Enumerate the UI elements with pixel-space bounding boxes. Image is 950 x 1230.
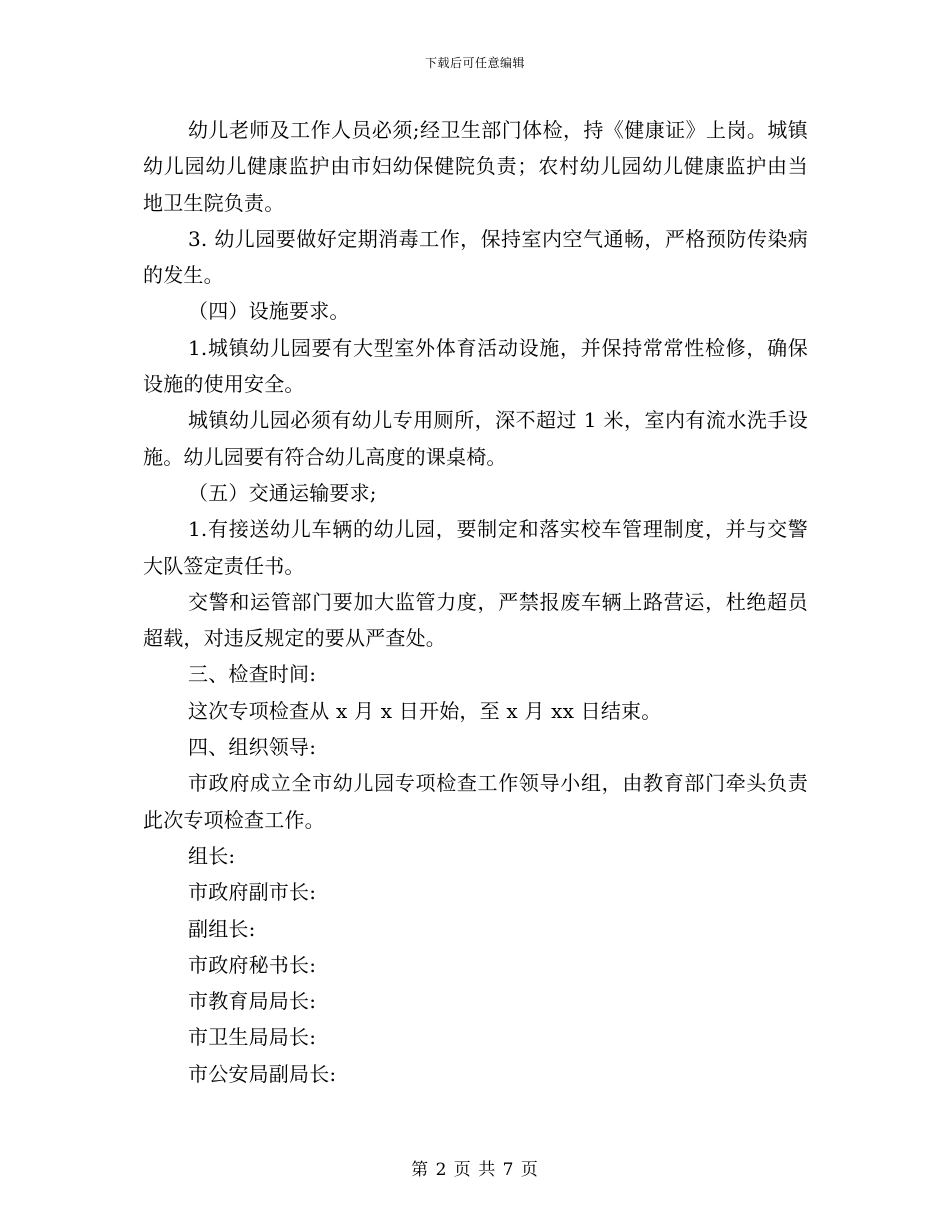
paragraph-inspection-period: 这次专项检查从 x 月 x 日开始，至 x 月 xx 日结束。 (188, 698, 662, 723)
paragraph-traffic-supervision: 交警和运管部门要加大监管力度，严禁报废车辆上路营运，杜绝超员超载，对违反规定的要从严查处。 (143, 589, 808, 651)
paragraph-health-staff: 幼儿老师及工作人员必须;经卫生部门体检，持《健康证》上岗。城镇幼儿园幼儿健康监护由市妇幼保健院负责；农村幼儿园幼儿健康监护由当地卫生院负责。 (143, 118, 808, 215)
list-item-education-director: 市教育局局长: (188, 989, 317, 1014)
list-item-secretary-general: 市政府秘书长: (188, 952, 317, 977)
page-footer: 第 2 页 共 7 页 (411, 1160, 539, 1180)
heading-facility-requirements: （四）设施要求。 (188, 299, 350, 324)
paragraph-leadership-group: 市政府成立全市幼儿园专项检查工作领导小组，由教育部门牵头负责此次专项检查工作。 (143, 771, 808, 832)
heading-inspection-time: 三、检查时间: (188, 662, 317, 687)
heading-organization: 四、组织领导: (188, 735, 317, 760)
list-item-group-leader: 组长: (188, 843, 236, 868)
paragraph-school-bus: 1.有接送幼儿车辆的幼儿园，要制定和落实校车管理制度，并与交警大队签定责任书。 (143, 517, 808, 578)
list-item-vice-mayor: 市政府副市长: (188, 880, 317, 905)
heading-transport-requirements: （五）交通运输要求; (188, 480, 377, 505)
header-note: 下载后可任意编辑 (424, 56, 525, 70)
paragraph-outdoor-facilities: 1.城镇幼儿园要有大型室外体育活动设施，并保持常常性检修，确保设施的使用安全。 (143, 335, 808, 397)
paragraph-toilet-facilities: 城镇幼儿园必须有幼儿专用厕所，深不超过 1 米，室内有流水洗手设施。幼儿园要有符合幼儿高度的课桌椅。 (143, 408, 808, 469)
paragraph-disinfection: 3. 幼儿园要做好定期消毒工作，保持室内空气通畅，严格预防传染病的发生。 (143, 226, 808, 288)
list-item-health-director: 市卫生局局长: (188, 1025, 317, 1050)
body-text (143, 112, 808, 1092)
list-item-deputy-leader: 副组长: (188, 916, 256, 941)
list-item-police-deputy: 市公安局副局长: (188, 1061, 337, 1086)
